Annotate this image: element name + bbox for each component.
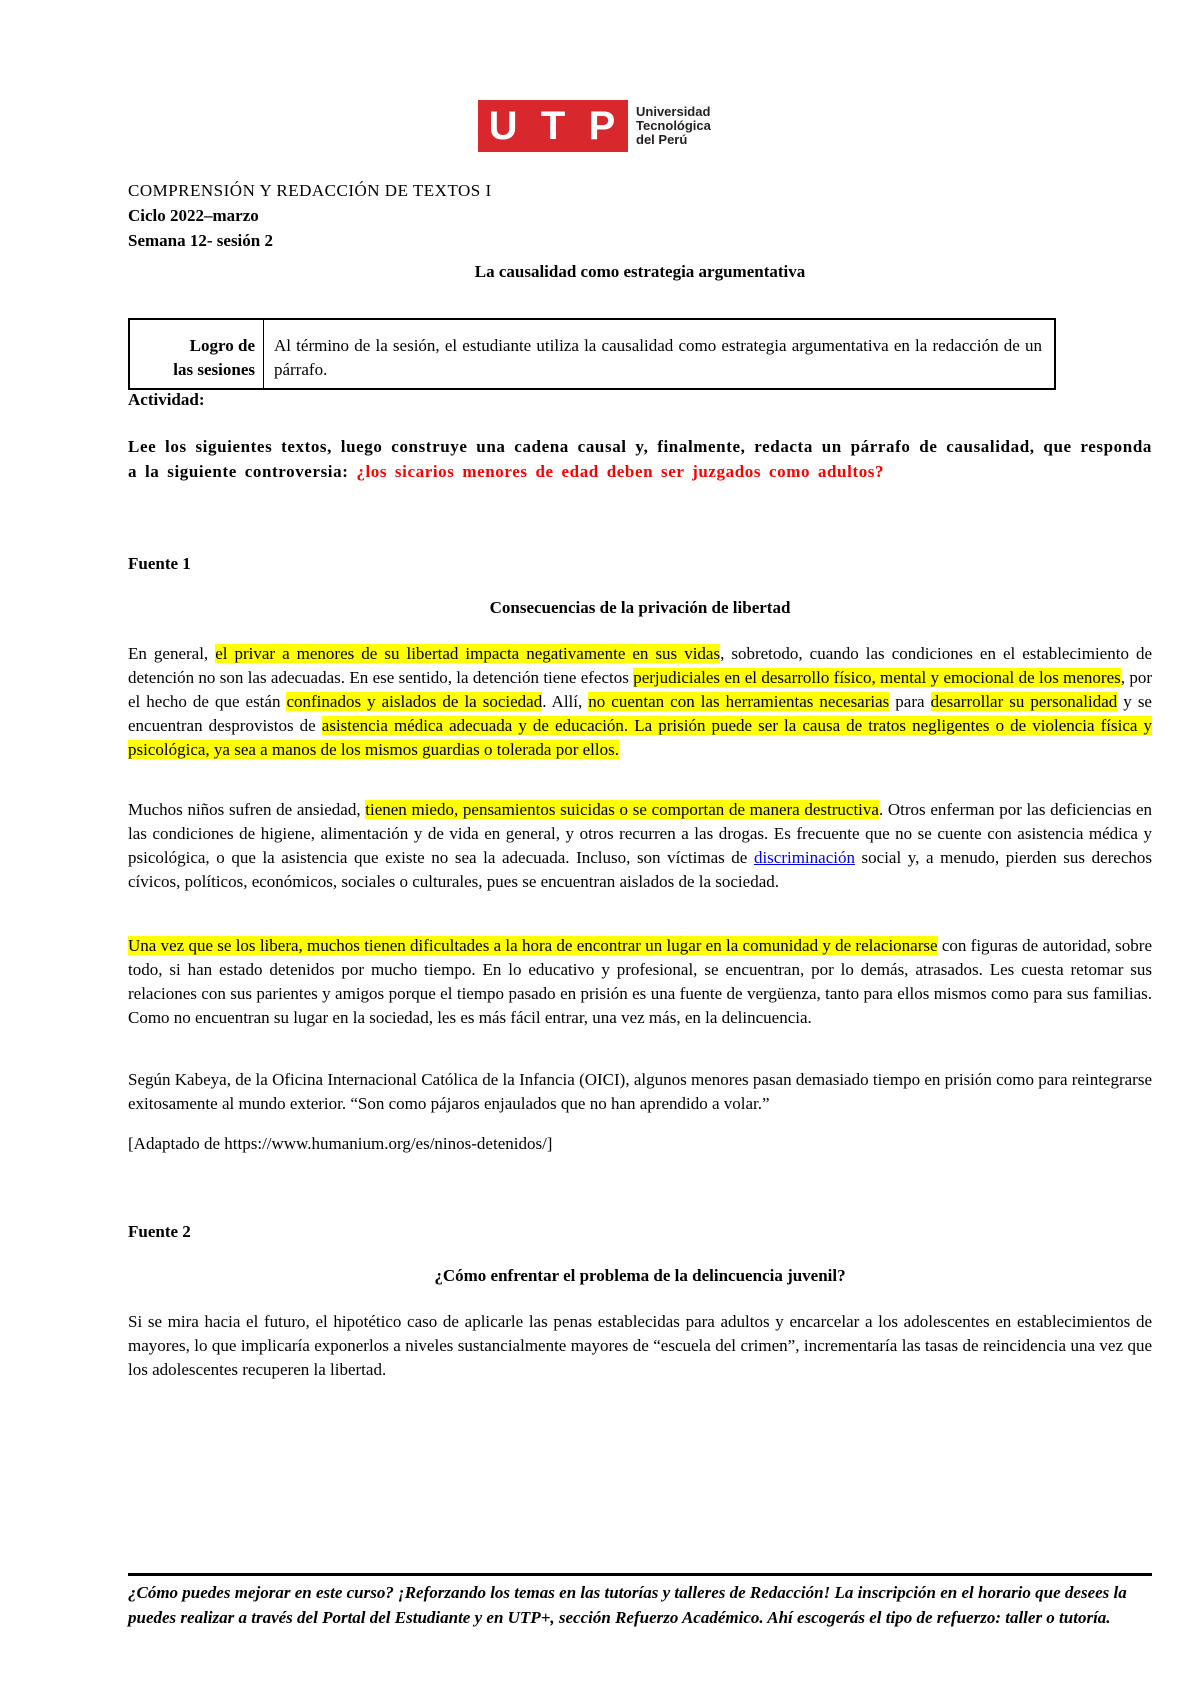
- logo-letter-t: T: [540, 103, 568, 148]
- source1-paragraph-1: [128, 642, 1152, 762]
- logo-text-line1: Universidad: [636, 104, 711, 119]
- logo-text-line3: del Perú: [636, 132, 688, 147]
- source2-title: ¿Cómo enfrentar el problema de la delincuencia juvenil?: [434, 1266, 846, 1285]
- course-name: COMPRENSIÓN Y REDACCIÓN DE TEXTOS I: [128, 181, 492, 200]
- utp-logo: [478, 100, 711, 152]
- p1-highlight-segment: desarrollar su personalidad: [930, 692, 1118, 711]
- p2-text-middle: . Otros enferman por las deficiencias en las condiciones de higiene, alimentación y de vida en general, y otros recurren a las drogas. Es frecuente que no se cuente con asistencia médica y psicológica, o que la asistencia que existe no sea la adecuada. Incluso, son víctimas de: [128, 800, 1153, 867]
- source1-citation: [Adaptado de https://www.humanium.org/es/ninos-detenidos/]: [128, 1134, 553, 1153]
- session-title: La causalidad como estrategia argumentativa: [474, 262, 806, 281]
- logo-text-line2: Tecnológica: [636, 118, 711, 133]
- logo-letter-u: U: [488, 103, 520, 148]
- p1-text-segment: , por el hecho de que están: [128, 668, 1152, 711]
- p2-text-end: social y, a menudo, pierden sus derechos cívicos, políticos, económicos, sociales o culturales, pues se encuentran aislados de la sociedad.: [128, 848, 1152, 891]
- utp-logo-mark: [478, 100, 628, 152]
- footer-note: ¿Cómo puedes mejorar en este curso? ¡Reforzando los temas en las tutorías y talleres de Redacción! La inscripción en el horario que desees la puedes realizar a través del Portal del Estudiante y en UTP+, sección Refuerzo Académico. Ahí escogerás el tipo de refuerzo: taller o tutoría.: [128, 1583, 1127, 1627]
- source1-paragraph-3: [128, 934, 1152, 1030]
- controversy-question: ¿los sicarios menores de edad deben ser juzgados como adultos?: [356, 462, 885, 481]
- source1-label: Fuente 1: [128, 554, 191, 573]
- p1-text-segment: , sobretodo, cuando las condiciones en el establecimiento de detención no son las adecuadas. En ese sentido, la detención tiene efectos: [128, 644, 1153, 687]
- p1-text-segment: y se encuentran desprovistos de: [128, 692, 1152, 735]
- activity-label: Actividad:: [128, 390, 205, 409]
- course-header: [128, 178, 492, 253]
- source1-paragraph-2: [128, 798, 1152, 894]
- source2-paragraph-1: Si se mira hacia el futuro, el hipotético caso de aplicarle las penas establecidas para adultos y encarcelar a los adolescentes en establecimientos de mayores, lo que implicaría exponerlos a niveles sustancialmente mayores de “escuela del crimen”, incrementaría las tasas de reincidencia una vez que los adolescentes recuperen la libertad.: [128, 1312, 1152, 1379]
- activity-instruction: [128, 434, 1152, 484]
- p3-highlight: Una vez que se los libera, muchos tienen dificultades a la hora de encontrar un lugar en la comunidad y de relacionarse: [128, 936, 938, 955]
- source1-paragraph-4: Según Kabeya, de la Oficina Internacional Católica de la Infancia (OICI), algunos menores pasan demasiado tiempo en prisión como para reintegrarse exitosamente al mundo exterior. “Son como pájaros enjaulados que no han aprendido a volar.”: [128, 1070, 1152, 1113]
- footer-divider: [128, 1573, 1152, 1576]
- logro-table: [128, 318, 1056, 390]
- logo-letter-p: P: [588, 103, 618, 148]
- week-label: Semana 12- sesión 2: [128, 231, 273, 250]
- logro-label-line2: las sesiones: [173, 360, 255, 379]
- p1-highlight-segment: no cuentan con las herramientas necesarias: [588, 692, 890, 711]
- p1-text-segment: . Allí,: [542, 692, 589, 711]
- p2-highlight: tienen miedo, pensamientos suicidas o se comportan de manera destructiva: [365, 800, 879, 819]
- discriminacion-link[interactable]: discriminación: [753, 848, 855, 867]
- p1-text-segment: En general,: [128, 644, 216, 663]
- logro-label: [130, 320, 264, 388]
- p3-text: con figuras de autoridad, sobre todo, si han estado detenidos por mucho tiempo. En lo educativo y profesional, se encuentran, por lo demás, atrasados. Les cuesta retomar sus relaciones con sus parientes y amigos porque el tiempo pasado en prisión es una fuente de vergüenza, tanto para ellos mismos como para sus familias. Como no encuentran su lugar en la sociedad, les es más fácil entrar, una vez más, en la delincuencia.: [128, 936, 1152, 1027]
- p1-highlight-segment: perjudiciales en el desarrollo físico, mental y emocional de los menores: [633, 668, 1121, 687]
- p2-text-start: Muchos niños sufren de ansiedad,: [128, 800, 366, 819]
- p1-highlight-segment: asistencia médica adecuada y de educación. La prisión puede ser la causa de tratos negligentes o de violencia física y psicológica, ya sea a manos de los mismos guardias o tolerada por ellos.: [128, 716, 1152, 759]
- p1-highlight-segment: confinados y aislados de la sociedad: [286, 692, 543, 711]
- p1-highlight-segment: el privar a menores de su libertad impacta negativamente en sus vidas: [215, 644, 721, 663]
- p1-text-segment: para: [889, 692, 931, 711]
- logro-label-line1: Logro de: [189, 336, 255, 355]
- logro-text: Al término de la sesión, el estudiante utiliza la causalidad como estrategia argumentativa en la redacción de un párrafo.: [274, 336, 1042, 379]
- source1-title: Consecuencias de la privación de libertad: [489, 598, 791, 617]
- utp-logo-text: [636, 105, 711, 147]
- cycle-label: Ciclo 2022–marzo: [128, 206, 259, 225]
- source2-label: Fuente 2: [128, 1222, 191, 1241]
- activity-instruction-text: Lee los siguientes textos, luego construye una cadena causal y, finalmente, redacta un párrafo de causalidad, que responda a la siguiente controversia:: [128, 437, 1152, 481]
